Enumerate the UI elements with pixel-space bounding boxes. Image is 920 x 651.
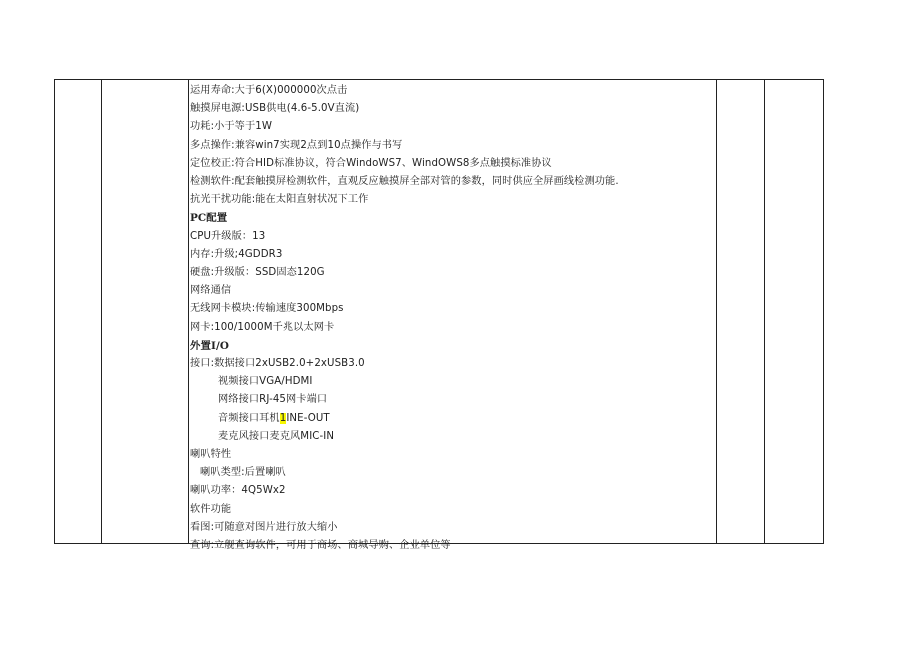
spec-line-text: 多点操作:兼容win7实现2点到10点操作与书写 xyxy=(190,139,403,151)
spec-line xyxy=(190,230,265,244)
spec-line xyxy=(190,157,552,171)
spec-line-text: 抗光干扰功能:能在太阳直射状况下工作 xyxy=(190,194,369,206)
column-divider xyxy=(188,80,189,543)
spec-line xyxy=(218,412,330,426)
spec-line-text: 软件功能 xyxy=(190,503,232,515)
spec-line xyxy=(190,539,451,553)
spec-line xyxy=(190,357,365,371)
spec-line-text: 运用寿命:大于6(X)000000次点击 xyxy=(190,85,348,96)
spec-line-text-tail: INE-OUT xyxy=(286,412,330,424)
spec-line-text: 音频接口耳机 xyxy=(218,412,280,424)
spec-line-text: 查询:立舰查询软件，可用于商场、商城导购、企业单位等 xyxy=(190,540,451,551)
spec-line xyxy=(190,102,359,116)
spec-line-text: 喇叭特性 xyxy=(190,449,232,460)
spec-line-text: 硬盘:升级版：SSD固态120G xyxy=(190,267,325,278)
spec-line-text: 无线网卡模块:传输速度300Mbps xyxy=(190,303,344,315)
spec-line-text: 喇叭功率：4Q5Wx2 xyxy=(190,485,286,497)
spec-line xyxy=(190,284,231,298)
spec-line xyxy=(190,266,325,280)
spec-cell-content xyxy=(190,81,712,551)
spec-line-text: 喇叭类型:后置喇叭 xyxy=(200,467,286,479)
spec-line-text: 网络接口RJ-45网卡端口 xyxy=(218,394,328,406)
spec-line-text: 看图:可随意对图片进行放大缩小 xyxy=(190,521,338,533)
column-divider xyxy=(764,80,765,543)
spec-line-text: 内存:升级;4GDDR3 xyxy=(190,248,283,260)
spec-line xyxy=(190,503,231,517)
spec-line xyxy=(190,484,286,498)
spec-line-text: 网络通信 xyxy=(190,285,232,297)
column-divider xyxy=(101,80,102,543)
spec-line-text: 触摸屏电源:USB供电(4.6-5.0V直流) xyxy=(190,103,360,115)
spec-line xyxy=(190,84,347,98)
spec-line xyxy=(190,120,272,134)
spec-line xyxy=(218,430,334,444)
highlighted-text: 1 xyxy=(279,412,287,424)
spec-line xyxy=(190,175,619,189)
spec-line-text: 接口:数据接口2xUSB2.0+2xUSB3.0 xyxy=(190,358,365,369)
section-heading xyxy=(190,211,227,225)
spec-line xyxy=(190,302,344,316)
spec-line-text: 麦克风接口麦克风MIC-IN xyxy=(218,430,335,442)
spec-line-text: 检测软件:配套触摸屏检测软件，直观反应触摸屏全部对管的参数，同时供应全屏画线检测功能. xyxy=(190,176,619,187)
spec-line-text: 网卡:100/1000M千兆以太网卡 xyxy=(190,321,335,333)
spec-line xyxy=(200,466,286,480)
spec-line-text: CPU升级版：13 xyxy=(190,230,266,242)
column-divider xyxy=(716,80,717,543)
spec-line xyxy=(218,393,327,407)
spec-line-text: 视频接口VGA/HDMI xyxy=(218,376,313,388)
spec-line-text: 定位校正:符合HID标准协议，符合WindoWS7、WindOWS8多点触摸标准协议 xyxy=(190,157,552,169)
spec-line xyxy=(190,321,334,335)
spec-line xyxy=(190,521,338,535)
spec-line-text: PC配置 xyxy=(190,212,228,225)
spec-line xyxy=(190,248,282,262)
spec-line xyxy=(190,139,402,153)
spec-line-text: 外置I/O xyxy=(190,339,229,352)
spec-line xyxy=(190,448,231,462)
table-border-right xyxy=(823,80,824,543)
spec-line xyxy=(190,193,368,207)
table-border-left xyxy=(54,80,55,543)
spec-line xyxy=(218,375,313,389)
spec-line-text: 功耗:小于等于1W xyxy=(190,121,273,133)
section-heading xyxy=(190,339,229,353)
